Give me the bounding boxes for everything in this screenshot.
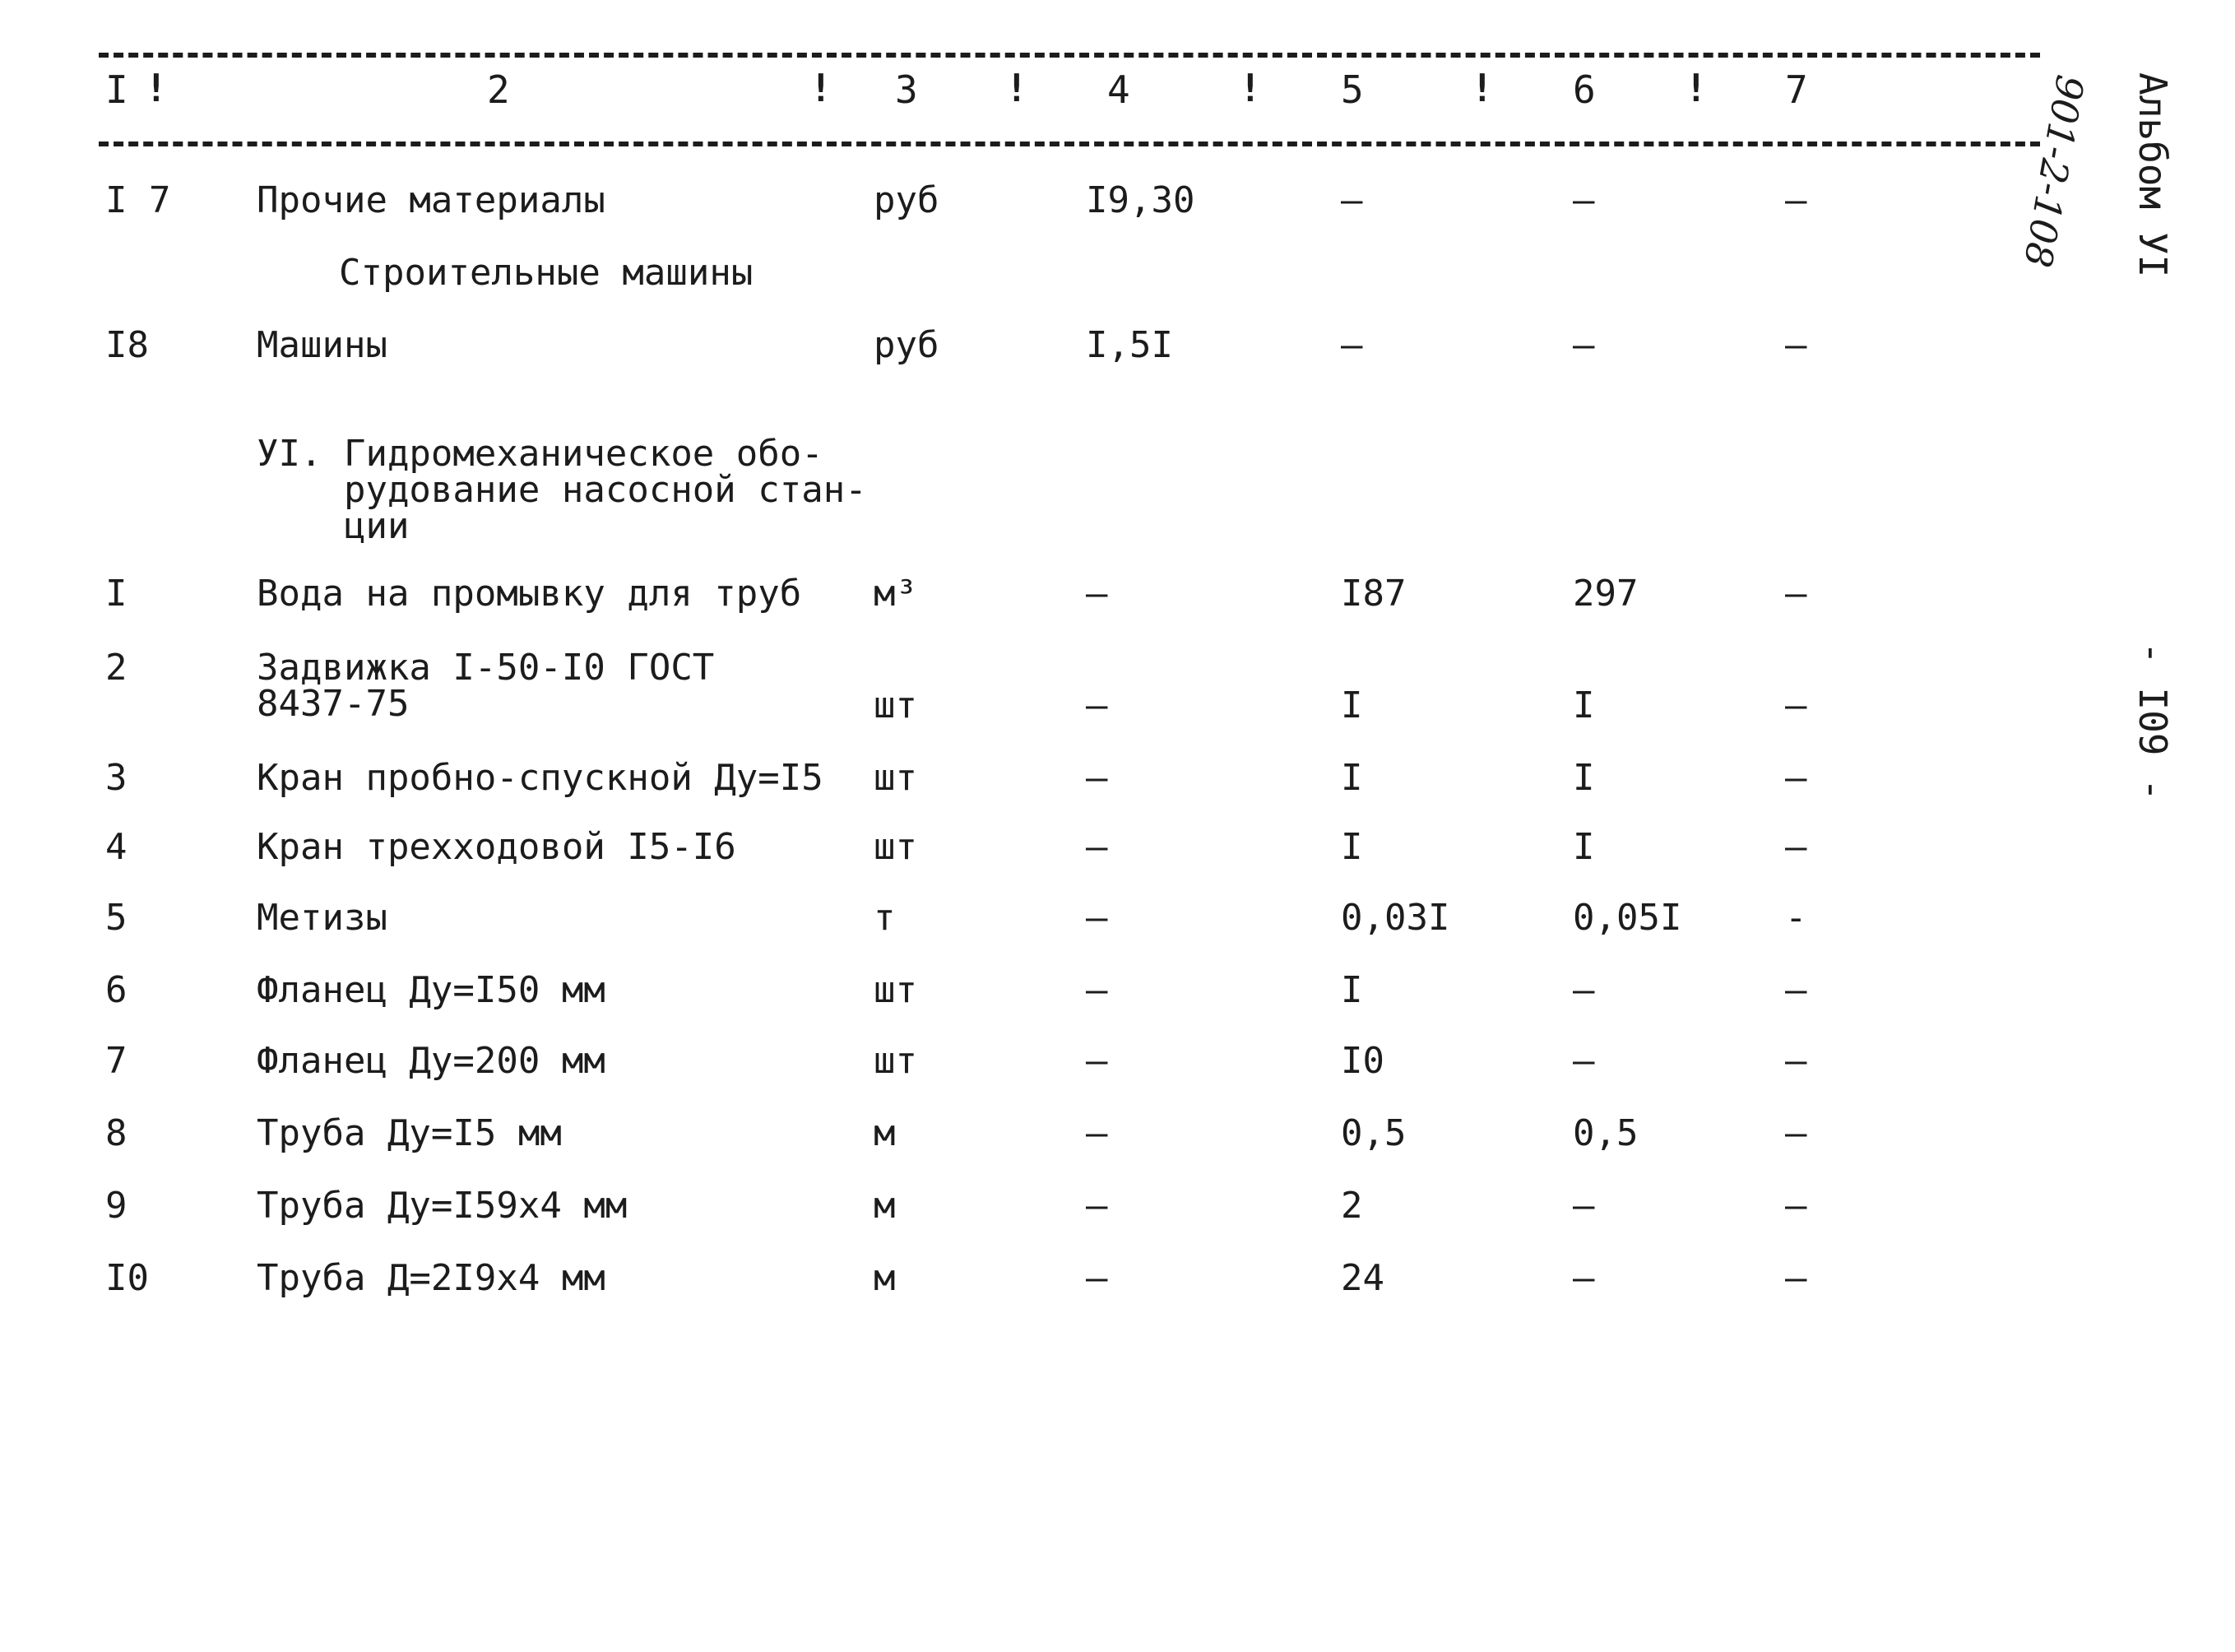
album-label: Альбом УI (2131, 72, 2175, 278)
item-name: Фланец Ду=I50 мм (257, 969, 605, 1011)
row-number: I 7 (105, 179, 171, 221)
row-number: 7 (105, 1040, 128, 1082)
column-7-value: – (1785, 324, 1807, 366)
column-6-value: – (1573, 324, 1595, 366)
column-separator: ! (145, 66, 168, 110)
item-name: Вода на промывку для труб (257, 573, 802, 615)
column-header-7: 7 (1785, 67, 1808, 112)
item-unit: м (874, 1257, 896, 1299)
row-number: 2 (105, 647, 128, 689)
handwritten-project-code: 901-2-108 (2015, 72, 2093, 271)
column-5-value: 24 (1341, 1257, 1384, 1299)
column-4-value: – (1086, 573, 1108, 615)
item-name: Кран трехходовой I5-I6 (257, 826, 736, 868)
column-7-value: - (1785, 897, 1807, 939)
column-header-5: 5 (1341, 67, 1364, 112)
item-name: Машины (257, 324, 387, 366)
column-5-value: I87 (1341, 573, 1407, 615)
column-6-value: – (1573, 1040, 1595, 1082)
column-6-value: 297 (1573, 573, 1639, 615)
item-name: Метизы (257, 897, 387, 939)
column-6-value: – (1573, 179, 1595, 221)
row-number: 6 (105, 969, 128, 1011)
item-name: Труба Д=2I9х4 мм (257, 1257, 605, 1299)
column-4-value: – (1086, 1112, 1108, 1154)
row-number: I0 (105, 1257, 149, 1299)
column-7-value: – (1785, 1040, 1807, 1082)
column-4-value: – (1086, 684, 1108, 726)
row-number: 4 (105, 826, 128, 868)
item-unit: м³ (874, 573, 917, 615)
column-separator: ! (1005, 66, 1028, 110)
item-unit: м (874, 1185, 896, 1227)
column-5-value: I (1341, 969, 1363, 1011)
column-6-value: – (1573, 1257, 1595, 1299)
page-number: - I09 - (2131, 642, 2175, 801)
item-name: Фланец Ду=200 мм (257, 1040, 605, 1082)
column-5-value: I (1341, 684, 1363, 726)
column-5-value: I (1341, 826, 1363, 868)
item-name: Труба Ду=I59х4 мм (257, 1185, 628, 1227)
column-4-value: – (1086, 969, 1108, 1011)
column-header-4: 4 (1107, 67, 1130, 112)
column-separator: ! (1239, 66, 1262, 110)
row-number: 9 (105, 1185, 128, 1227)
row-number: I8 (105, 324, 149, 366)
item-unit: шт (874, 1040, 917, 1082)
column-7-value: – (1785, 826, 1807, 868)
item-unit: т (874, 897, 896, 939)
header-top-rule (99, 53, 2040, 58)
column-7-value: – (1785, 1185, 1807, 1227)
column-separator: ! (809, 66, 832, 110)
section-heading: УI. Гидромеханическое обо- рудование насосной стан- ции (257, 433, 867, 547)
column-header-6: 6 (1573, 67, 1596, 112)
item-unit: руб (874, 179, 939, 221)
column-header-3: 3 (895, 67, 918, 112)
row-number: 8 (105, 1112, 128, 1154)
column-6-value: 0,5 (1573, 1112, 1639, 1154)
column-6-value: I (1573, 684, 1595, 726)
column-5-value: – (1341, 324, 1363, 366)
column-5-value: I0 (1341, 1040, 1384, 1082)
column-header-2: 2 (487, 67, 510, 112)
item-unit: шт (874, 757, 917, 799)
column-4-value: – (1086, 1040, 1108, 1082)
column-6-value: 0,05I (1573, 897, 1682, 939)
item-name: Труба Ду=I5 мм (257, 1112, 562, 1154)
item-name: Кран пробно-спускной Ду=I5 (257, 757, 823, 799)
column-6-value: – (1573, 1185, 1595, 1227)
column-5-value: 0,5 (1341, 1112, 1407, 1154)
column-header-1: I (105, 67, 128, 112)
column-5-value: 0,03I (1341, 897, 1450, 939)
item-unit: шт (874, 969, 917, 1011)
item-name: Задвижка I-50-I0 ГОСТ 8437-75 (257, 647, 715, 725)
column-4-value: – (1086, 826, 1108, 868)
column-4-value: – (1086, 1257, 1108, 1299)
column-5-value: 2 (1341, 1185, 1363, 1227)
column-separator: ! (1685, 66, 1708, 110)
column-7-value: – (1785, 684, 1807, 726)
column-7-value: – (1785, 1257, 1807, 1299)
item-name: Прочие материалы (257, 179, 605, 221)
column-7-value: – (1785, 969, 1807, 1011)
row-number: 3 (105, 757, 128, 799)
column-4-value: – (1086, 897, 1108, 939)
column-7-value: – (1785, 1112, 1807, 1154)
column-separator: ! (1471, 66, 1494, 110)
column-4-value: I,5I (1086, 324, 1173, 366)
column-4-value: – (1086, 757, 1108, 799)
row-number: 5 (105, 897, 128, 939)
column-5-value: I (1341, 757, 1363, 799)
column-5-value: – (1341, 179, 1363, 221)
item-unit: м (874, 1112, 896, 1154)
row-number: I (105, 573, 128, 615)
section-heading: Строительные машины (339, 252, 754, 294)
item-unit: шт (874, 684, 917, 726)
column-7-value: – (1785, 179, 1807, 221)
item-unit: шт (874, 826, 917, 868)
header-bottom-rule (99, 142, 2040, 146)
column-7-value: – (1785, 757, 1807, 799)
column-7-value: – (1785, 573, 1807, 615)
column-4-value: – (1086, 1185, 1108, 1227)
column-6-value: I (1573, 757, 1595, 799)
column-6-value: – (1573, 969, 1595, 1011)
column-4-value: I9,30 (1086, 179, 1195, 221)
item-unit: руб (874, 324, 939, 366)
column-6-value: I (1573, 826, 1595, 868)
